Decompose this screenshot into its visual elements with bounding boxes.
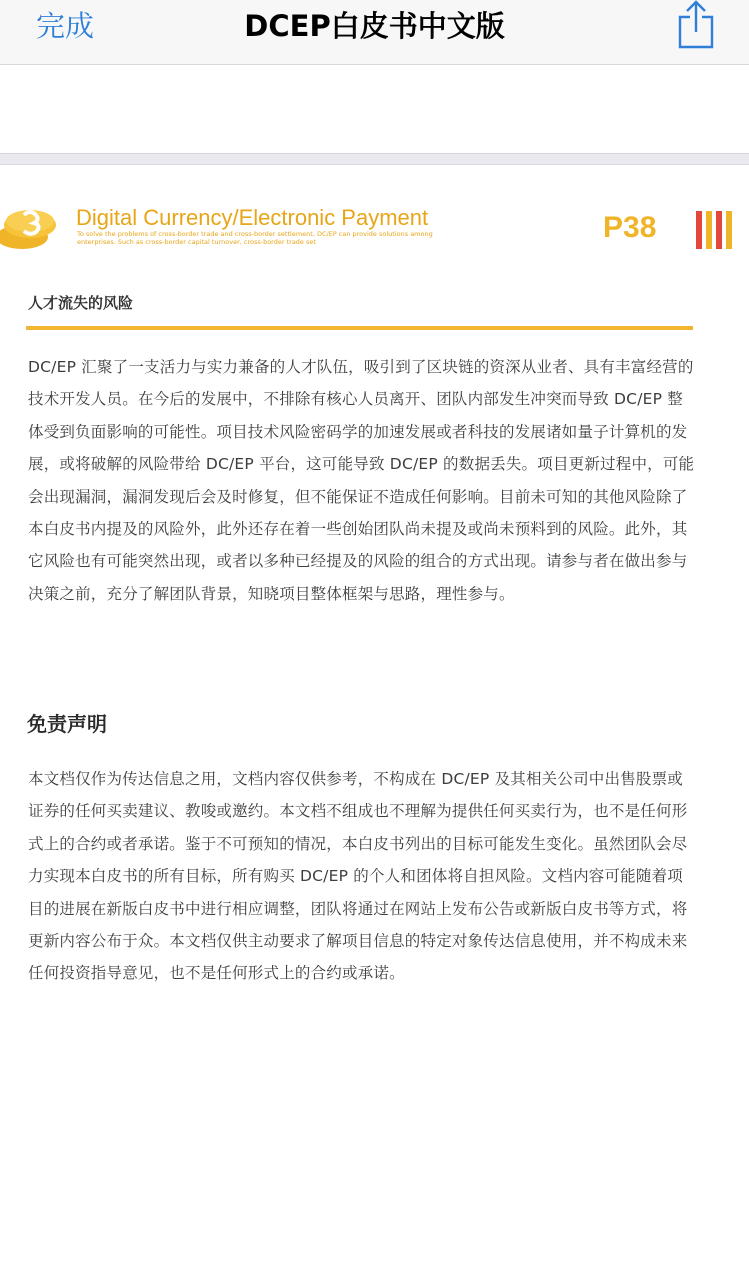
page-number: P38 (603, 211, 657, 244)
navigation-bar (0, 0, 749, 65)
document-banner (0, 185, 749, 265)
divider (26, 326, 693, 330)
page-title: DCEP白皮书中文版 (244, 9, 505, 43)
disclaimer-body: 本文档仅作为传达信息之用，文档内容仅供参考，不构成在 DC/EP 及其相关公司中出售股票或证券的任何买卖建议、教唆或邀约。本文档不组成也不理解为提供任何买卖行为，也不是任何形式上的合约或者承诺。鉴于不可预知的情况，本白皮书列出的目标可能发生变化。虽然团队会尽力实现本白皮书的所有目标，所有购买 DC/EP 的个人和团体将自担风险。文档内容可能随着项目的进展在新版白皮书中进行相应调整，团队将通过在网站上发布公告或新版白皮书等方式，将更新内容公布于众。本文档仅供主动要求了解项目信息的特定对象传达信息使用，并不构成未来任何投资指导意见，也不是任何形式上的合约或承诺。 (28, 770, 688, 983)
disclaimer-heading: 免责声明 (27, 712, 107, 736)
done-button[interactable]: 完成 (36, 9, 95, 43)
banner-subtitle-line: enterprises. Such as cross-border capital turnover, cross-border trade set (77, 237, 316, 246)
banner-title: Digital Currency/Electronic Payment (76, 205, 429, 230)
banner-subtitle-line: To solve the problems of cross-border trade and cross-border settlement, DC/EP can provide solutions among (77, 230, 433, 238)
bar-stripe (696, 211, 702, 249)
section-heading: 人才流失的风险 (28, 294, 134, 312)
share-icon[interactable] (676, 0, 716, 50)
bar-stripe (716, 211, 722, 249)
bar-stripe (726, 211, 732, 249)
banner-subtitle (77, 231, 437, 246)
page-separator (0, 153, 749, 165)
toolbar-area (0, 65, 749, 153)
page-bars-icon (696, 211, 732, 249)
coin-logo-icon (0, 195, 68, 255)
bar-stripe (706, 211, 712, 249)
section-body: DC/EP 汇聚了一支活力与实力兼备的人才队伍，吸引到了区块链的资深从业者、具有丰富经营的技术开发人员。在今后的发展中，不排除有核心人员离开、团队内部发生冲突而导致 DC/EP 整体受到负面影响的可能性。项目技术风险密码学的加速发展或者科技的发展诸如量子计算机的发展，或将破解的风险带给 DC/EP 平台，这可能导致 DC/EP 的数据丢失。项目更新过程中，可能会出现漏洞，漏洞发现后会及时修复，但不能保证不造成任何影响。目前未可知的其他风险除了本白皮书内提及的风险外，此外还存在着一些创始团队尚未提及或尚未预料到的风险。此外，其它风险也有可能突然出现，或者以多种已经提及的风险的组合的方式出现。请参与者在做出参与决策之前，充分了解团队背景，知晓项目整体框架与思路，理性参与。 (28, 358, 695, 603)
